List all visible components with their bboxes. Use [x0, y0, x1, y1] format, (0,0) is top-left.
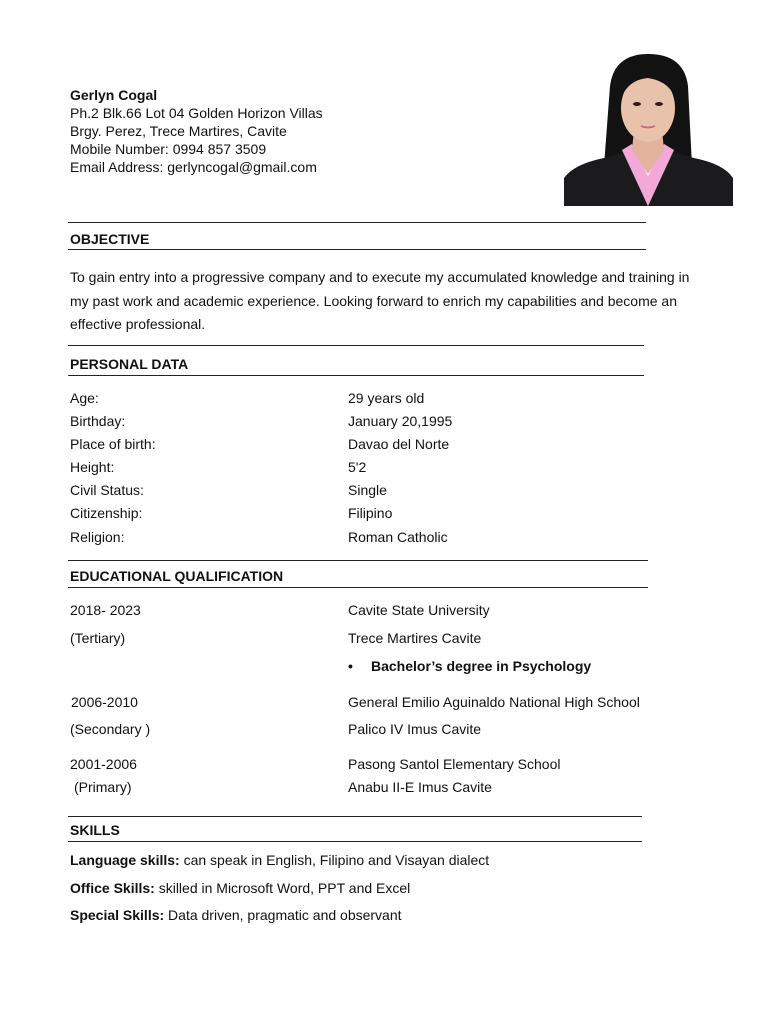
personal-label: Birthday:: [70, 413, 126, 429]
objective-top-rule: [68, 222, 646, 223]
skills-heading: SKILLS: [70, 822, 120, 838]
personal-value: Single: [348, 482, 387, 498]
personal-heading: PERSONAL DATA: [70, 356, 189, 372]
profile-photo-drawing: [564, 46, 733, 206]
personal-label: Civil Status:: [70, 482, 144, 498]
personal-label: Age:: [70, 390, 99, 406]
tertiary-level: (Tertiary): [70, 630, 126, 646]
tertiary-years: 2018- 2023: [70, 602, 141, 618]
skill-text: can speak in English, Filipino and Visayan dialect: [179, 852, 490, 868]
secondary-level: (Secondary ): [70, 721, 151, 737]
personal-bottom-rule: [68, 375, 644, 376]
degree-text: Bachelor’s degree in Psychology: [371, 658, 592, 674]
personal-label: Citizenship:: [70, 505, 143, 521]
objective-heading: OBJECTIVE: [70, 231, 150, 247]
skill-label: Language skills:: [70, 852, 180, 868]
personal-value: 29 years old: [348, 390, 425, 406]
degree-bullet-item: [348, 658, 591, 674]
education-top-rule: [68, 560, 648, 561]
primary-location: Anabu II-E Imus Cavite: [348, 779, 492, 795]
skill-text: Data driven, pragmatic and observant: [164, 907, 402, 923]
skill-item-special: [70, 907, 402, 923]
applicant-name: Gerlyn Cogal: [70, 87, 158, 103]
primary-school: Pasong Santol Elementary School: [348, 756, 561, 772]
bullet-dot-icon: •: [348, 658, 353, 674]
personal-label: Place of birth:: [70, 436, 156, 452]
skill-item-office: [70, 880, 410, 896]
address-line-2: Brgy. Perez, Trece Martires, Cavite: [70, 123, 287, 139]
personal-value: 5'2: [348, 459, 367, 475]
personal-value: Davao del Norte: [348, 436, 450, 452]
tertiary-school: Cavite State University: [348, 602, 490, 618]
left-eye: [633, 102, 641, 106]
address-line-1: Ph.2 Blk.66 Lot 04 Golden Horizon Villas: [70, 105, 323, 121]
secondary-school: General Emilio Aguinaldo National High School: [348, 694, 640, 710]
skills-top-rule: [68, 816, 642, 817]
personal-label: Height:: [70, 459, 115, 475]
skill-label: Special Skills:: [70, 907, 165, 923]
skill-item-language: [70, 852, 489, 868]
primary-level: (Primary): [74, 779, 132, 795]
education-bottom-rule: [68, 587, 648, 588]
right-eye: [655, 102, 663, 106]
personal-value: Roman Catholic: [348, 529, 448, 545]
skill-text: skilled in Microsoft Word, PPT and Excel: [154, 880, 411, 896]
secondary-location: Palico IV Imus Cavite: [348, 721, 482, 737]
personal-label: Religion:: [70, 529, 125, 545]
profile-photo: [564, 46, 733, 206]
skills-bottom-rule: [68, 841, 642, 842]
mobile-number: Mobile Number: 0994 857 3509: [70, 141, 267, 157]
personal-value: January 20,1995: [348, 413, 453, 429]
objective-bottom-rule: [68, 249, 646, 250]
secondary-years: 2006-2010: [71, 694, 138, 710]
email-address: Email Address: gerlyncogal@gmail.com: [70, 159, 317, 175]
personal-value: Filipino: [348, 505, 393, 521]
primary-years: 2001-2006: [70, 756, 137, 772]
education-heading: EDUCATIONAL QUALIFICATION: [70, 568, 284, 584]
tertiary-location: Trece Martires Cavite: [348, 630, 482, 646]
objective-text: To gain entry into a progressive company and to execute my accumulated knowledge and training in my past work and academic experience. Looking forward to enrich my capabilities and become an effective professional.: [70, 269, 690, 332]
skill-label: Office Skills:: [70, 880, 155, 896]
personal-top-rule: [68, 345, 644, 346]
